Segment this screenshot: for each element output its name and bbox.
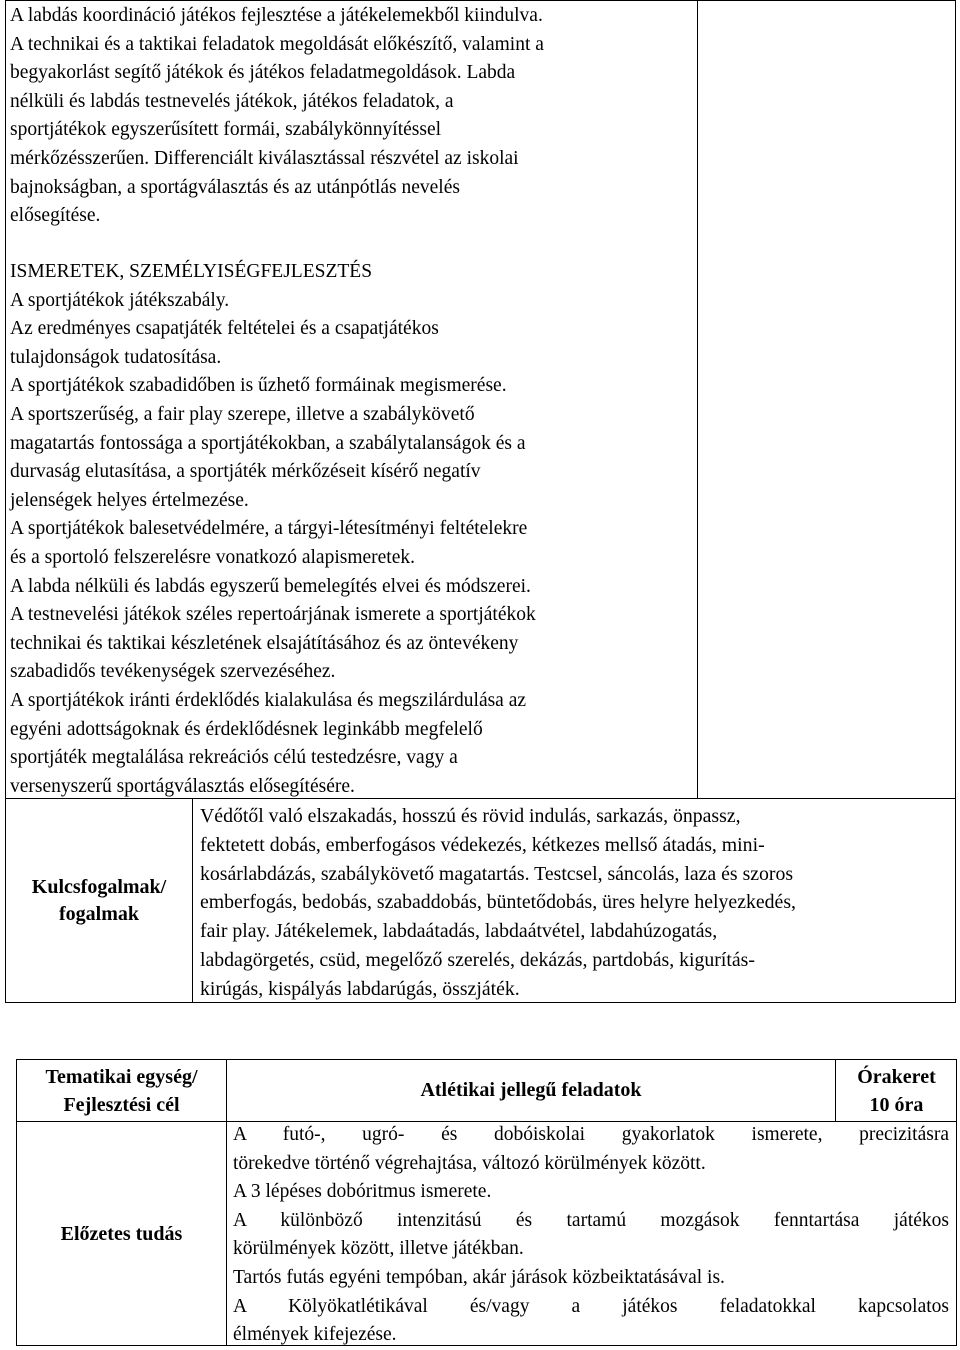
prior-line: élmények kifejezése. (233, 1324, 397, 1346)
knowledge-line: Az eredményes csapatjáték feltételei és a csapatjátékos (10, 318, 439, 340)
knowledge-line: versenyszerű sportágválasztás elősegítésére. (10, 775, 355, 797)
prior-knowledge-text (233, 1121, 949, 1350)
keyword-line: emberfogás, bedobás, szabaddobás, büntetődobás, üres helyre helyezkedés, (200, 891, 796, 914)
prior-knowledge-label: Előzetes tudás (60, 1223, 183, 1245)
keyword-line: Védőtől való elszakadás, hosszú és rövid indulás, sarkazás, önpassz, (200, 805, 741, 827)
keywords-label-line: Kulcsfogalmak/ (31, 876, 167, 898)
paragraph-line: begyakorlást segítő játékok és játékos feladatmegoldások. Labda (10, 62, 516, 84)
prior-line: A különböző intenzitású és tartamú mozgások fenntartása játékos (233, 1209, 949, 1231)
keyword-line: labdagörgetés, csüd, megelőző szerelés, dekázás, partdobás, kigurítás- (200, 948, 755, 971)
paragraph-line: mérkőzésszerűen. Differenciált kiválasztással részvétel az iskolai (10, 147, 519, 169)
knowledge-line: szabadidős tevékenységek szervezéséhez. (10, 661, 336, 683)
knowledge-line: A testnevelési játékok széles repertoárjának ismerete a sportjátékok (10, 604, 536, 626)
development-paragraph (10, 2, 696, 231)
knowledge-line: tulajdonságok tudatosítása. (10, 346, 222, 368)
keywords-label (6, 874, 192, 928)
knowledge-line: A sportjátékok játékszabály. (10, 289, 230, 311)
paragraph-line: nélküli és labdás testnevelés játékok, játékos feladatok, a (10, 90, 454, 112)
hours-cell (836, 1063, 957, 1119)
keyword-line: fektetett dobás, emberfogásos védekezés, kétkezes mellső átadás, mini- (200, 833, 765, 856)
keywords-label-line: fogalmak (59, 903, 139, 925)
paragraph-line: sportjátékok egyszerűsített formái, szabálykönnyítéssel (10, 119, 442, 141)
prior-line: A 3 lépéses dobóritmus ismerete. (233, 1181, 492, 1203)
hours-label: Órakeret (857, 1066, 936, 1088)
knowledge-line: sportjáték megtalálása rekreációs célú testedzésre, vagy a (10, 747, 458, 769)
keyword-line: kosárlabdázás, szabálykövető magatartás. Testcsel, sáncolás, laza és szoros (200, 862, 794, 885)
paragraph-line: A technikai és a taktikai feladatok megoldását előkészítő, valamint a (10, 33, 544, 55)
knowledge-line: A sportjátékok balesetvédelmére, a tárgyi-létesítményi feltételekre (10, 518, 528, 540)
paragraph-line: A labdás koordináció játékos fejlesztése a játékelemekből kiindulva. (10, 5, 543, 26)
knowledge-section (10, 258, 696, 801)
knowledge-line: A sportszerűség, a fair play szerepe, illetve a szabálykövető (10, 403, 475, 425)
knowledge-line: egyéni adottságoknak és érdeklődésnek leginkább megfelelő (10, 718, 483, 740)
knowledge-line: A sportjátékok iránti érdeklődés kialakulása és megszilárdulása az (10, 689, 527, 711)
knowledge-line: és a sportoló felszerelésre vonatkozó alapismeretek. (10, 546, 415, 568)
keyword-line: fair play. Játékelemek, labdaátadás, labdaátvétel, labdahúzogatás, (200, 920, 718, 943)
section-heading: ISMERETEK, SZEMÉLYISÉGFEJLESZTÉS (10, 261, 373, 282)
prior-line: körülmények között, illetve játékban. (233, 1238, 524, 1260)
paragraph-line: bajnokságban, a sportágválasztás és az utánpótlás nevelés (10, 176, 460, 198)
unit-header-label-line: Fejlesztési cél (63, 1094, 180, 1116)
prior-line: A Kölyökatlétikával és/vagy a játékos feladatokkal kapcsolatos (233, 1295, 949, 1317)
prior-line: A futó-, ugró- és dobóiskolai gyakorlatok ismerete, precizitásra (233, 1124, 949, 1145)
knowledge-line: magatartás fontossága a sportjátékokban, a szabálytalanságok és a (10, 432, 526, 454)
keyword-line: kirúgás, kispályás labdarúgás, összjáték. (200, 977, 520, 1000)
knowledge-line: technikai és taktikai készletének elsajátításához és az öntevékeny (10, 632, 519, 654)
knowledge-line: jelenségek helyes értelmezése. (10, 489, 249, 511)
knowledge-line: A sportjátékok szabadidőben is űzhető formáinak megismerése. (10, 375, 507, 397)
keywords-text (200, 802, 952, 1004)
prior-line: Tartós futás egyéni tempóban, akár járások közbeiktatásával is. (233, 1266, 725, 1288)
knowledge-line: A labda nélküli és labdás egyszerű bemelegítés elvei és módszerei. (10, 575, 531, 597)
paragraph-line: elősegítése. (10, 205, 101, 227)
keywords-divider (192, 798, 193, 1003)
hours-value: 10 óra (869, 1094, 924, 1116)
unit-title: Atlétikai jellegű feladatok (420, 1079, 642, 1101)
column-divider (697, 0, 698, 798)
knowledge-line: durvaság elutasítása, a sportjáték mérkőzéseit kísérő negatív (10, 461, 481, 483)
unit-header-label-line: Tematikai egység/ (45, 1066, 198, 1088)
unit-header-label (17, 1063, 226, 1119)
prior-line: törekedve történő végrehajtása, változó körülmények között. (233, 1152, 706, 1174)
